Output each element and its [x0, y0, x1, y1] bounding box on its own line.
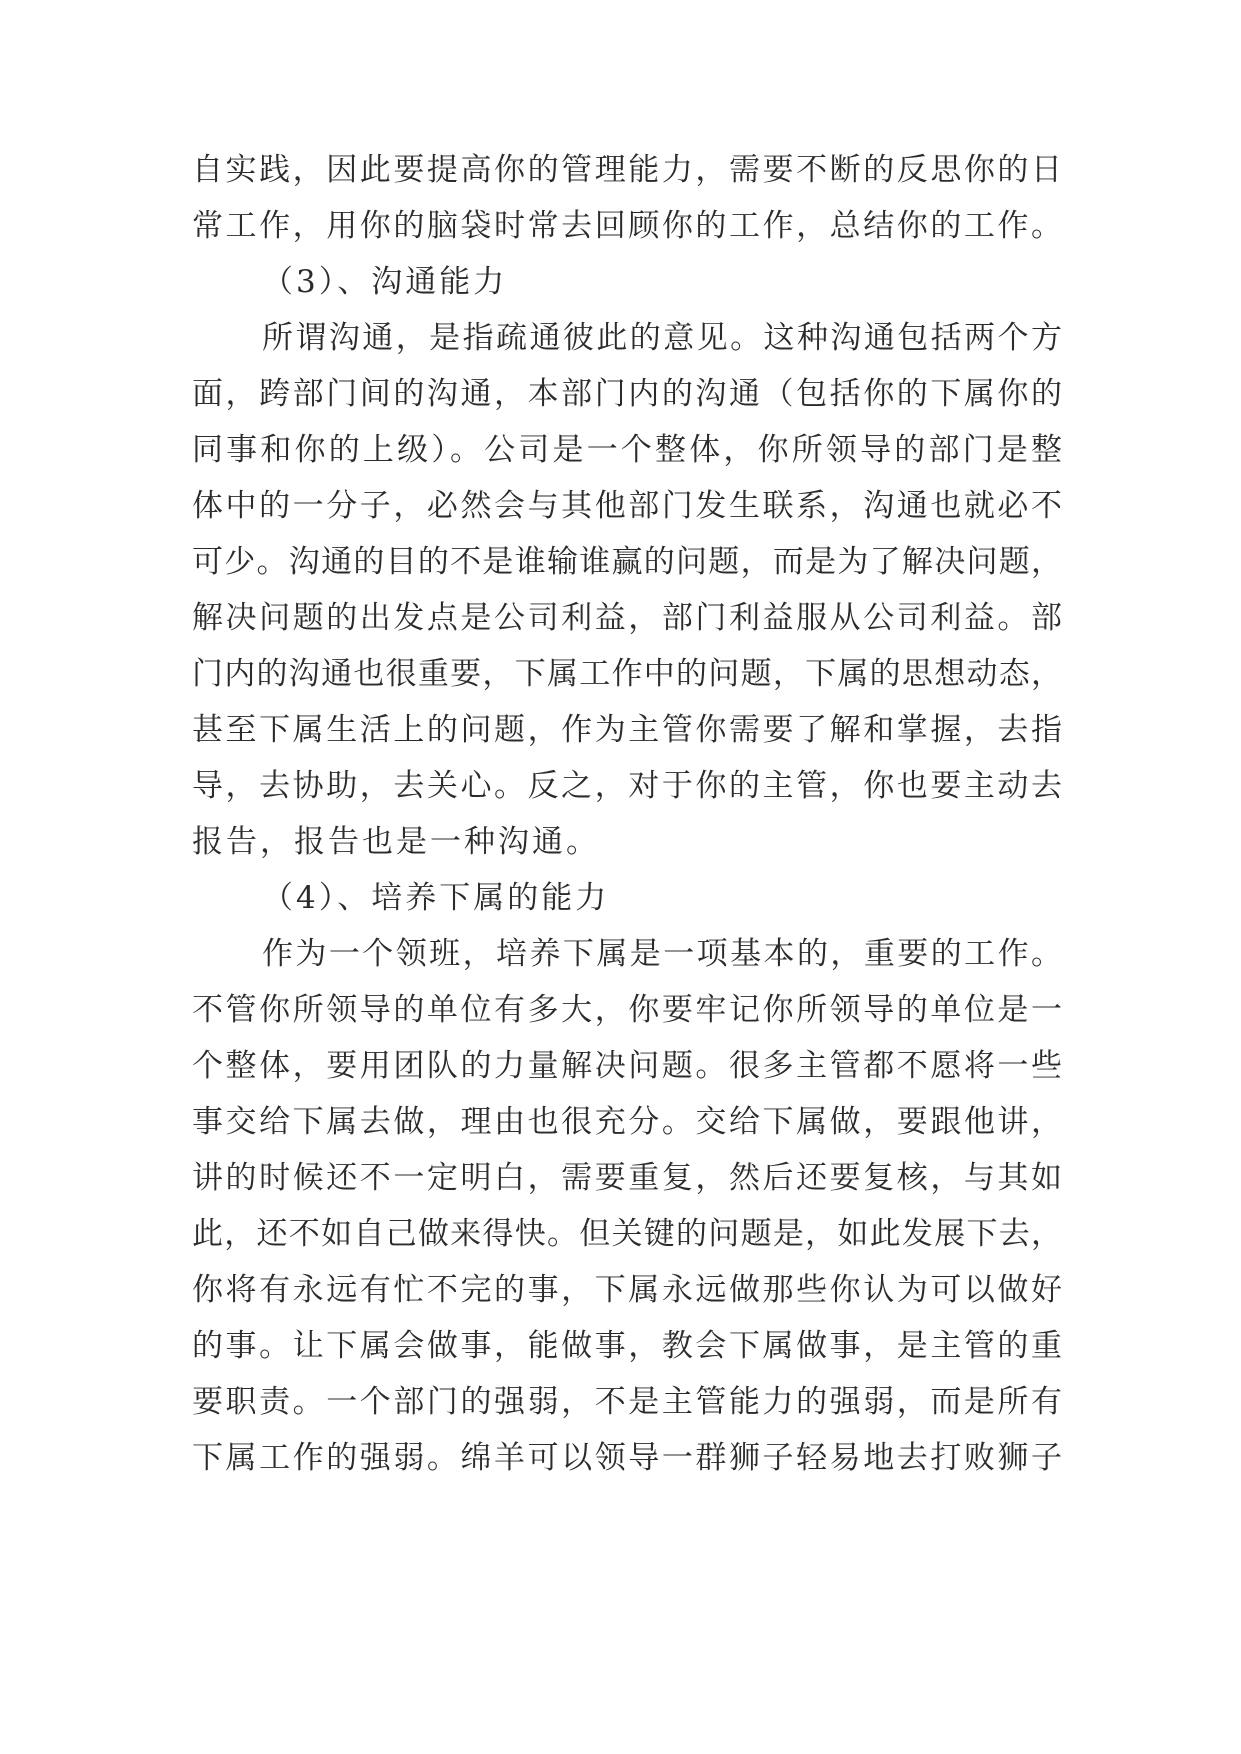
- text-line-13: 报告，报告也是一种沟通。: [192, 824, 600, 860]
- text-line-22: 的事。让下属会做事，能做事，教会下属做事，是主管的重: [192, 1328, 1062, 1364]
- text-line-24: 下属工作的强弱。绵羊可以领导一群狮子轻易地去打败狮子: [192, 1440, 1062, 1476]
- section-heading-communication: （3）、沟通能力: [262, 264, 508, 300]
- text-line-12: 导，去协助，去关心。反之，对于你的主管，你也要主动去: [192, 768, 1062, 804]
- text-line-9: 解决问题的出发点是公司利益，部门利益服从公司利益。部: [192, 600, 1062, 636]
- text-line-1: 自实践，因此要提高你的管理能力，需要不断的反思你的日: [192, 152, 1062, 188]
- text-line-4: 所谓沟通，是指疏通彼此的意见。这种沟通包括两个方: [262, 320, 1062, 356]
- text-line-11: 甚至下属生活上的问题，作为主管你需要了解和掌握，去指: [192, 712, 1062, 748]
- text-line-21: 你将有永远有忙不完的事，下属永远做那些你认为可以做好: [192, 1272, 1062, 1308]
- text-line-5: 面，跨部门间的沟通，本部门内的沟通（包括你的下属你的: [192, 376, 1062, 412]
- section-heading-training: （4）、培养下属的能力: [262, 880, 610, 916]
- text-line-20: 此，还不如自己做来得快。但关键的问题是，如此发展下去，: [192, 1216, 1062, 1252]
- text-line-10: 门内的沟通也很重要，下属工作中的问题，下属的思想动态，: [192, 656, 1062, 692]
- text-line-6: 同事和你的上级）。公司是一个整体，你所领导的部门是整: [192, 432, 1062, 468]
- text-line-2: 常工作，用你的脑袋时常去回顾你的工作，总结你的工作。: [192, 208, 1062, 244]
- text-line-17: 个整体，要用团队的力量解决问题。很多主管都不愿将一些: [192, 1048, 1062, 1084]
- text-line-23: 要职责。一个部门的强弱，不是主管能力的强弱，而是所有: [192, 1384, 1062, 1420]
- text-line-18: 事交给下属去做，理由也很充分。交给下属做，要跟他讲，: [192, 1104, 1062, 1140]
- text-line-7: 体中的一分子，必然会与其他部门发生联系，沟通也就必不: [192, 488, 1062, 524]
- text-line-19: 讲的时候还不一定明白，需要重复，然后还要复核，与其如: [192, 1160, 1062, 1196]
- text-line-16: 不管你所领导的单位有多大，你要牢记你所领导的单位是一: [192, 992, 1062, 1028]
- text-line-15: 作为一个领班，培养下属是一项基本的，重要的工作。: [262, 936, 1062, 972]
- text-line-8: 可少。沟通的目的不是谁输谁赢的问题，而是为了解决问题，: [192, 544, 1062, 580]
